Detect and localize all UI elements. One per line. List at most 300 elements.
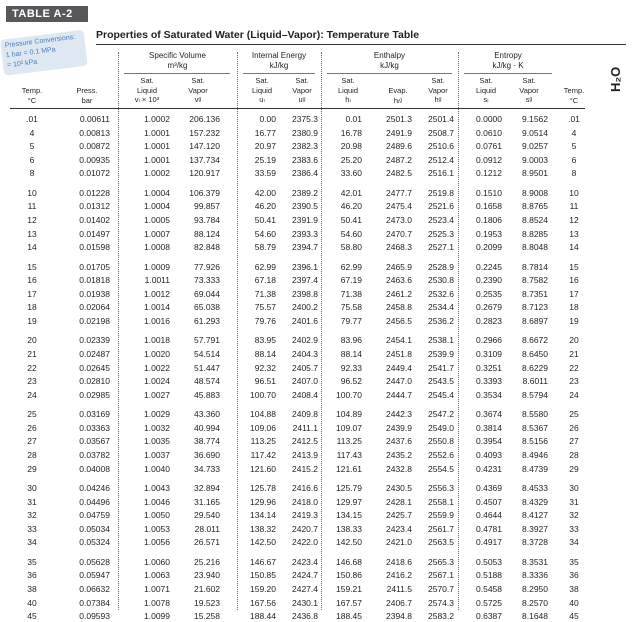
cell-vf: 1.0027 (144, 389, 170, 400)
header-line: uₗ (259, 95, 265, 104)
cell-ug: 2436.8 (292, 611, 318, 622)
cell-vf: 1.0020 (144, 349, 170, 359)
cell-sf: 0.5188 (476, 570, 502, 581)
cell-temp-r: 29 (569, 463, 579, 474)
cell-vg: 82.848 (194, 242, 220, 253)
header-line: Sat. (479, 76, 493, 85)
cell-hfg: 2470.7 (386, 228, 412, 239)
table-row (0, 536, 638, 548)
cell-uf: 16.77 (254, 127, 276, 138)
cell-vg: 99.857 (194, 201, 220, 212)
cell-sf: 0.0912 (476, 154, 502, 165)
cell-sg: 8.6672 (522, 335, 548, 346)
cell-sg: 8.8285 (522, 228, 548, 239)
cell-temp: 38 (27, 584, 37, 594)
cell-vg: 120.917 (189, 168, 220, 179)
table-row (0, 334, 638, 346)
cell-press: 0.01497 (79, 228, 110, 239)
cell-sg: 8.5794 (522, 389, 548, 400)
table-row (0, 288, 638, 300)
cell-vf: 1.0007 (144, 228, 170, 239)
cell-ug: 2386.4 (292, 168, 318, 179)
cell-press: 0.02985 (79, 389, 110, 400)
column-header-sg (508, 76, 550, 105)
cell-sf: 0.5725 (476, 597, 502, 608)
conversion-line: Pressure Conversions: (4, 33, 76, 50)
cell-hfg: 2454.1 (386, 335, 412, 346)
cell-sg: 9.0003 (522, 154, 548, 165)
cell-vf: 1.0002 (144, 168, 170, 179)
header-line: Liquid (136, 85, 158, 95)
cell-hf: 62.99 (340, 261, 362, 272)
cell-vg: 31.165 (194, 496, 220, 507)
cell-hf: 121.61 (336, 463, 362, 474)
cell-ug: 2418.0 (292, 496, 318, 507)
cell-ug: 2409.8 (292, 409, 318, 420)
cell-temp: 4 (29, 127, 35, 138)
cell-temp-r: 27 (569, 436, 579, 447)
header-line: Liquid (337, 85, 359, 95)
cell-vg: 28.011 (194, 523, 220, 534)
cell-sf: 0.1212 (476, 168, 502, 179)
cell-sf: 0.2823 (476, 316, 502, 326)
table-row (0, 348, 638, 360)
cell-vg: 88.124 (194, 228, 220, 239)
header-line: Liquid (475, 85, 497, 95)
cell-temp-r: 22 (569, 362, 579, 373)
cell-sf: 0.4231 (476, 463, 502, 474)
table-row (0, 274, 638, 286)
cell-vf: 1.0001 (144, 154, 170, 165)
cell-vg: 45.883 (194, 389, 220, 400)
cell-hf: 142.50 (336, 537, 362, 548)
cell-temp-r: 18 (569, 302, 579, 313)
header-line: Liquid (251, 85, 273, 95)
cell-sf: 0.5053 (476, 556, 502, 567)
cell-sf: 0.1953 (476, 228, 502, 239)
cell-hf: 16.78 (340, 127, 362, 138)
cell-press: 0.01598 (79, 242, 110, 253)
cell-vf: 1.0035 (144, 436, 170, 447)
header-line: hₗᵍ (393, 95, 403, 105)
cell-uf: 88.14 (254, 349, 276, 359)
cell-sf: 0.3393 (476, 376, 502, 387)
cell-ug: 2391.9 (292, 215, 318, 225)
cell-vf: 1.0004 (144, 201, 170, 212)
cell-sg: 8.8765 (522, 201, 548, 212)
cell-temp-r: 4 (571, 127, 577, 138)
group-title: Entropy (494, 51, 522, 60)
cell-press: 0.05324 (79, 537, 110, 548)
cell-sf: 0.2390 (476, 275, 502, 286)
cell-temp: 6 (29, 154, 35, 165)
cell-temp: 23 (27, 376, 37, 387)
cell-vg: 48.574 (194, 376, 220, 387)
cell-temp: .01 (26, 114, 38, 124)
cell-ug: 2390.5 (292, 201, 318, 212)
cell-temp: 29 (27, 463, 37, 474)
cell-hg: 2521.6 (428, 201, 454, 212)
header-line: Press. (76, 86, 98, 95)
cell-vg: 54.514 (194, 349, 220, 359)
header-line: Sat. (341, 76, 355, 85)
cell-press: 0.00813 (79, 127, 110, 138)
table-row (0, 449, 638, 461)
cell-vf: 1.0008 (144, 242, 170, 253)
cell-hg: 2554.5 (428, 463, 454, 474)
cell-hg: 2547.2 (428, 409, 454, 420)
cell-uf: 62.99 (254, 261, 276, 272)
cell-hg: 2552.6 (428, 450, 454, 460)
cell-hfg: 2418.6 (386, 556, 412, 567)
cell-temp: 19 (27, 316, 37, 326)
cell-sf: 0.0610 (476, 127, 502, 138)
cell-hf: 58.80 (340, 242, 362, 253)
cell-sg: 8.5580 (522, 409, 548, 420)
cell-hf: 117.43 (336, 450, 362, 460)
cell-vf: 1.0009 (144, 261, 170, 272)
header-line: Sat. (295, 76, 309, 85)
cell-ug: 2408.4 (292, 389, 318, 400)
cell-hf: 104.89 (336, 409, 362, 420)
conversion-line: 1 bar = 0.1 MPa (5, 46, 57, 60)
cell-sg: 8.4127 (522, 510, 548, 521)
cell-hf: 134.15 (336, 510, 362, 521)
cell-vg: 43.360 (194, 409, 220, 420)
cell-temp-r: 26 (569, 422, 579, 433)
cell-sf: 0.4781 (476, 523, 502, 534)
cell-temp: 31 (27, 496, 37, 507)
cell-ug: 2427.4 (292, 584, 318, 594)
cell-ug: 2401.6 (292, 316, 318, 326)
header-line: hᵍ (434, 95, 442, 104)
cell-hg: 2550.8 (428, 436, 454, 447)
cell-hg: 2516.1 (428, 168, 454, 179)
cell-hf: 96.52 (340, 376, 362, 387)
table-row (0, 389, 638, 401)
cell-press: 0.06632 (79, 584, 110, 594)
cell-temp: 27 (27, 436, 37, 447)
table-row (0, 154, 638, 166)
table-row (0, 241, 638, 253)
column-header-vf (122, 76, 172, 105)
cell-hg: 2512.4 (428, 154, 454, 165)
cell-temp-r: 11 (569, 201, 579, 212)
cell-hfg: 2463.6 (386, 275, 412, 286)
cell-temp-r: 23 (569, 376, 579, 387)
cell-sf: 0.4917 (476, 537, 502, 548)
cell-temp: 16 (27, 275, 37, 286)
cell-temp-r: 28 (569, 450, 579, 460)
header-line: Sat. (255, 76, 269, 85)
cell-uf: 96.51 (254, 376, 276, 387)
cell-sg: 8.3927 (522, 523, 548, 534)
cell-hfg: 2473.0 (386, 215, 412, 225)
table-row (0, 315, 638, 327)
cell-temp-r: 40 (569, 597, 579, 608)
table-tag: TABLE A-2 (6, 6, 88, 22)
cell-hfg: 2421.0 (386, 537, 412, 548)
cell-temp-r: 45 (569, 611, 579, 622)
cell-hfg: 2406.7 (386, 597, 412, 608)
cell-hfg: 2439.9 (386, 422, 412, 433)
cell-temp: 14 (27, 242, 37, 253)
cell-vf: 1.0001 (144, 141, 170, 152)
header-line: Vapor (292, 85, 312, 95)
cell-hfg: 2447.0 (386, 376, 412, 387)
cell-sg: 8.5156 (522, 436, 548, 447)
cell-temp-r: 36 (569, 570, 579, 581)
cell-vf: 1.0040 (144, 463, 170, 474)
cell-uf: 75.57 (254, 302, 276, 313)
cell-press: 0.04496 (79, 496, 110, 507)
table-title: Properties of Saturated Water (Liquid–Vapor): Temperature Table (96, 29, 420, 41)
group-header-enthalpy (321, 51, 458, 71)
cell-vf: 1.0001 (144, 127, 170, 138)
table-row (0, 509, 638, 521)
cell-press: 0.00611 (79, 114, 110, 124)
cell-uf: 113.25 (250, 436, 276, 447)
cell-uf: 100.70 (250, 389, 276, 400)
cell-uf: 67.18 (254, 275, 276, 286)
cell-hf: 71.38 (340, 288, 362, 299)
cell-vf: 1.0022 (144, 362, 170, 373)
cell-uf: 79.76 (254, 316, 276, 326)
cell-vf: 1.0029 (144, 409, 170, 420)
cell-sg: 8.6229 (522, 362, 548, 373)
cell-ug: 2396.1 (292, 261, 318, 272)
cell-hfg: 2491.9 (386, 127, 412, 138)
cell-temp: 35 (27, 556, 37, 567)
column-header-press (64, 86, 110, 105)
cell-hg: 2558.1 (428, 496, 454, 507)
cell-vf: 1.0016 (144, 316, 170, 326)
header-line: Temp. (563, 86, 585, 95)
header-line: Temp. (21, 86, 43, 95)
cell-sg: 8.7123 (522, 302, 548, 313)
cell-uf: 33.59 (254, 168, 276, 179)
header-line: °C (27, 95, 37, 105)
cell-hg: 2541.7 (428, 362, 454, 373)
cell-sf: 0.2679 (476, 302, 502, 313)
cell-press: 0.04246 (79, 483, 110, 493)
cell-hf: 46.20 (340, 201, 362, 212)
cell-sf: 0.3109 (476, 349, 502, 359)
cell-sf: 0.0000 (476, 114, 502, 124)
cell-temp: 22 (27, 362, 37, 373)
cell-vf: 1.0043 (144, 483, 170, 493)
cell-hf: 109.07 (336, 422, 362, 433)
cell-sf: 0.2245 (476, 261, 502, 272)
group-underline (327, 73, 452, 74)
cell-vg: 65.038 (194, 302, 220, 313)
cell-vg: 29.540 (194, 510, 220, 521)
cell-uf: 150.85 (250, 570, 276, 581)
cell-hfg: 2428.1 (386, 496, 412, 507)
cell-uf: 58.79 (254, 242, 276, 253)
cell-press: 0.00935 (79, 154, 110, 165)
cell-hfg: 2482.5 (386, 168, 412, 179)
cell-temp-r: 12 (569, 215, 579, 225)
cell-vg: 73.333 (194, 275, 220, 286)
cell-vf: 1.0002 (144, 114, 170, 124)
cell-hg: 2565.3 (428, 556, 454, 567)
cell-ug: 2400.2 (292, 302, 318, 313)
cell-vg: 19.523 (194, 597, 220, 608)
cell-sf: 0.3954 (476, 436, 502, 447)
cell-ug: 2375.3 (292, 114, 318, 124)
cell-temp-r: 24 (569, 389, 579, 400)
column-header-sf (466, 76, 506, 105)
cell-hf: 159.21 (336, 584, 362, 594)
cell-vf: 1.0011 (144, 275, 170, 286)
cell-hf: 79.77 (340, 316, 362, 326)
cell-uf: 167.56 (250, 597, 276, 608)
cell-temp: 45 (27, 611, 37, 622)
table-row (0, 167, 638, 179)
cell-press: 0.01818 (79, 275, 110, 286)
cell-vg: 38.774 (194, 436, 220, 447)
cell-uf: 159.20 (250, 584, 276, 594)
cell-vf: 1.0032 (144, 422, 170, 433)
table-row (0, 583, 638, 595)
group-title: Enthalpy (373, 51, 406, 60)
cell-press: 0.07384 (79, 597, 110, 608)
cell-temp: 33 (27, 523, 37, 534)
cell-temp: 8 (29, 168, 35, 179)
cell-temp-r: 13 (569, 228, 579, 239)
cell-press: 0.03567 (79, 436, 110, 447)
cell-ug: 2416.6 (292, 483, 318, 493)
cell-sg: 8.7814 (522, 261, 548, 272)
cell-vg: 51.447 (194, 362, 220, 373)
cell-hfg: 2394.8 (386, 611, 412, 622)
cell-ug: 2393.3 (292, 228, 318, 239)
cell-sg: 8.3728 (522, 537, 548, 548)
cell-hg: 2556.3 (428, 483, 454, 493)
cell-hg: 2545.4 (428, 389, 454, 400)
cell-ug: 2424.7 (292, 570, 318, 581)
cell-vg: 147.120 (189, 141, 220, 152)
cell-uf: 25.19 (254, 154, 276, 165)
cell-hfg: 2451.8 (386, 349, 412, 359)
cell-temp: 18 (27, 302, 37, 313)
cell-temp-r: 19 (569, 316, 579, 326)
cell-hg: 2539.9 (428, 349, 454, 359)
cell-hg: 2583.2 (428, 611, 454, 622)
header-line: Vapor (519, 85, 539, 95)
table-row (0, 200, 638, 212)
column-header-hg (420, 76, 456, 105)
cell-sf: 0.3251 (476, 362, 502, 373)
cell-hg: 2543.5 (428, 376, 454, 387)
table-row (0, 261, 638, 273)
column-header-hf (330, 76, 366, 105)
cell-hg: 2534.4 (428, 302, 454, 313)
cell-uf: 109.06 (250, 422, 276, 433)
column-header-temp-right (556, 86, 592, 105)
cell-hfg: 2425.7 (386, 510, 412, 521)
column-header-uf (244, 76, 280, 105)
cell-press: 0.01228 (79, 187, 110, 198)
cell-temp: 5 (29, 141, 35, 152)
table-row (0, 228, 638, 240)
cell-vf: 1.0099 (144, 611, 170, 622)
cell-hg: 2574.3 (428, 597, 454, 608)
cell-ug: 2419.3 (292, 510, 318, 521)
cell-hf: 25.20 (340, 154, 362, 165)
cell-hf: 125.79 (336, 483, 362, 493)
cell-press: 0.02487 (79, 349, 110, 359)
pressure-conversion-note (0, 30, 88, 76)
cell-ug: 2380.9 (292, 127, 318, 138)
table-row (0, 435, 638, 447)
cell-sf: 0.3674 (476, 409, 502, 420)
cell-vf: 1.0037 (144, 450, 170, 460)
cell-press: 0.02064 (79, 302, 110, 313)
cell-press: 0.01402 (79, 215, 110, 225)
cell-hfg: 2444.7 (386, 389, 412, 400)
cell-temp-r: 25 (569, 409, 579, 420)
cell-sg: 8.6450 (522, 349, 548, 359)
cell-sg: 8.9008 (522, 187, 548, 198)
cell-hfg: 2475.4 (386, 201, 412, 212)
cell-temp-r: 16 (569, 275, 579, 286)
cell-uf: 0.00 (259, 114, 276, 124)
cell-sg: 8.1648 (522, 611, 548, 622)
cell-sg: 8.2950 (522, 584, 548, 594)
cell-hf: 75.58 (340, 302, 362, 313)
cell-vf: 1.0004 (144, 187, 170, 198)
cell-press: 0.02645 (79, 362, 110, 373)
table-row (0, 569, 638, 581)
header-line: vₗ × 10³ (134, 95, 160, 104)
cell-temp-r: 35 (569, 556, 579, 567)
cell-temp-r: 5 (571, 141, 577, 152)
cell-hfg: 2432.8 (386, 463, 412, 474)
cell-uf: 134.14 (250, 510, 276, 521)
cell-sg: 9.0257 (522, 141, 548, 152)
cell-hg: 2538.1 (428, 335, 454, 346)
cell-press: 0.01312 (79, 201, 110, 212)
cell-ug: 2422.0 (292, 537, 318, 548)
cell-sg: 8.9501 (522, 168, 548, 179)
cell-vf: 1.0071 (144, 584, 170, 594)
header-line: Sat. (191, 76, 205, 85)
group-title: Internal Energy (251, 51, 307, 60)
cell-temp-r: 38 (569, 584, 579, 594)
cell-vg: 32.894 (194, 483, 220, 493)
cell-press: 0.03363 (79, 422, 110, 433)
table-row (0, 482, 638, 494)
cell-temp-r: 31 (569, 496, 579, 507)
cell-ug: 2404.3 (292, 349, 318, 359)
cell-uf: 125.78 (250, 483, 276, 493)
cell-hfg: 2465.9 (386, 261, 412, 272)
cell-hg: 2549.0 (428, 422, 454, 433)
cell-hg: 2528.9 (428, 261, 454, 272)
header-line: vᵍ (194, 95, 202, 104)
cell-press: 0.02198 (79, 316, 110, 326)
cell-press: 0.05034 (79, 523, 110, 534)
cell-hf: 129.97 (336, 496, 362, 507)
cell-temp: 24 (27, 389, 37, 400)
cell-hfg: 2442.3 (386, 409, 412, 420)
cell-uf: 138.32 (250, 523, 276, 534)
cell-press: 0.01705 (79, 261, 110, 272)
cell-vf: 1.0050 (144, 510, 170, 521)
cell-uf: 117.42 (250, 450, 276, 460)
